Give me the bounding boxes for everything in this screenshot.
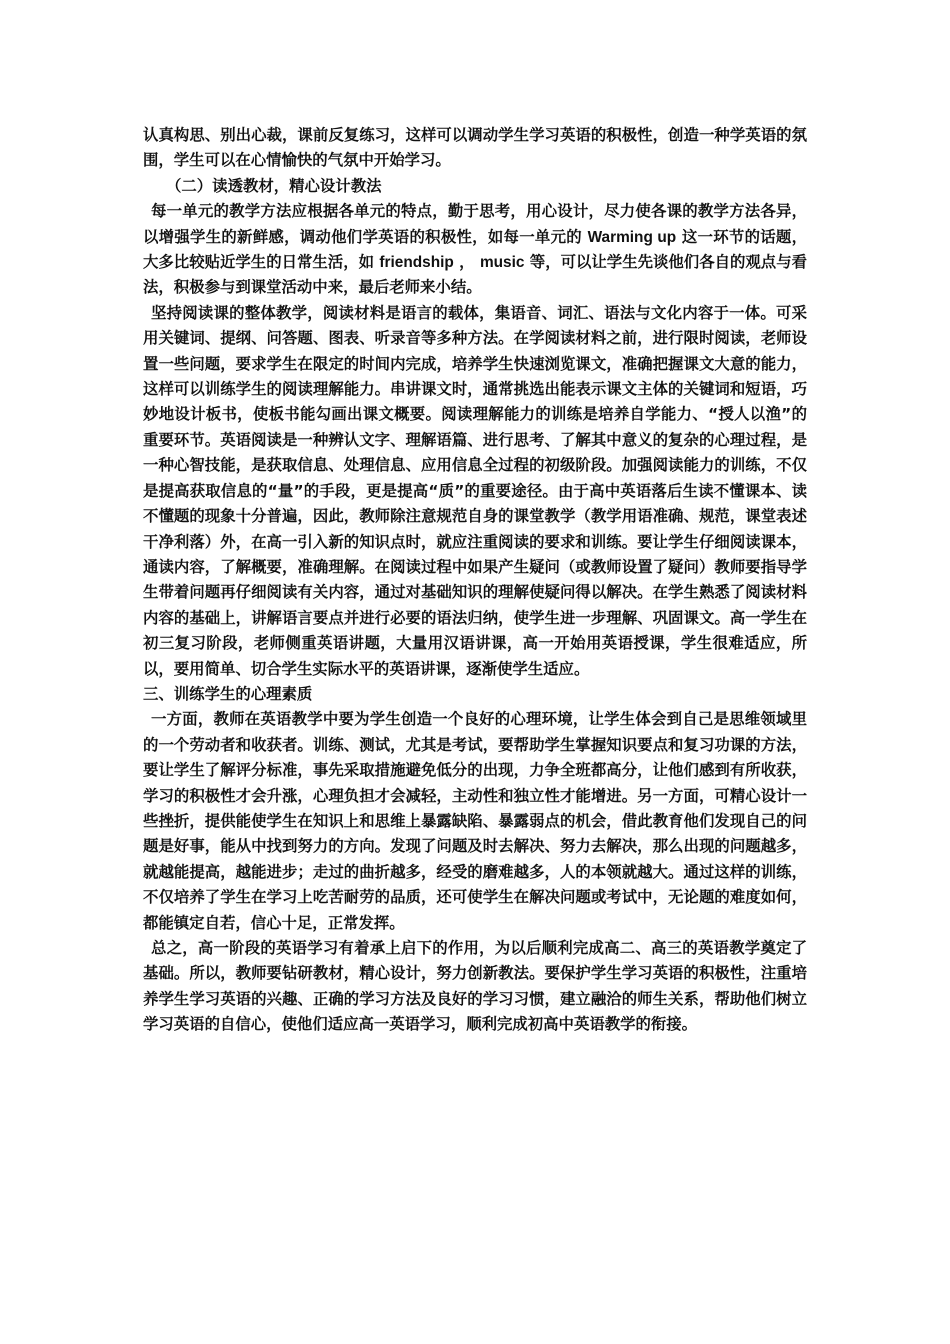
document-body (143, 123, 807, 1038)
paragraph-teaching-method (143, 199, 807, 301)
paragraph-teaching-method-sep: ， (459, 253, 475, 272)
paragraph-reading: 坚持阅读课的整体教学，阅读材料是语言的载体，集语音、词汇、语法与文化内容于一体。可采用关键词、提纲、问答题、图表、听录音等多种方法。在学阅读材料之前，进行限时阅读，老师设置一些问题，要求学生在限定的时间内完成，培养学生快速浏览课文，准确把握课文大意的能力，这样可以训练学生的阅读理解能力。串讲课文时，通常挑选出能表示课文主体的关键词和短语，巧妙地设计板书，使板书能勾画出课文概要。阅读理解能力的训练是培养自学能力、“授人以渔”的重要环节。英语阅读是一种辨认文字、理解语篇、进行思考、了解其中意义的复杂的心理过程，是一种心智技能，是获取信息、处理信息、应用信息全过程的初级阶段。加强阅读能力的训练，不仅是提高获取信息的“量”的手段，更是提高“质”的重要途径。由于高中英语落后生读不懂课本、读不懂题的现象十分普遍，因此，教师除注意规范自身的课堂教学（教学用语准确、规范，课堂表述干净利落）外，在高一引入新的知识点时，就应注重阅读的要求和训练。要让学生仔细阅读课本，通读内容，了解概要，准确理解。在阅读过程中如果产生疑问（或教师设置了疑问）教师要指导学生带着问题再仔细阅读有关内容，通过对基础知识的理解使疑问得以解决。在学生熟悉了阅读材料内容的基础上，讲解语言要点并进行必要的语法归纳，使学生进一步理解、巩固课文。高一学生在初三复习阶段，老师侧重英语讲题，大量用汉语讲课，高一开始用英语授课，学生很难适应，所以，要用简单、切合学生实际水平的英语讲课，逐渐使学生适应。 (143, 303, 807, 678)
paragraph-intro: 认真构思、别出心裁，课前反复练习，这样可以调动学生学习英语的积极性，创造一种学英语的氛围，学生可以在心情愉快的气氛中开始学习。 (143, 126, 807, 170)
paragraph-teaching-method-part-c: 等，可以让学生先谈他们各自的观点与看法，积极参与到课堂活动中来，最后老师来小结。 (143, 253, 807, 297)
section-heading-2: （二）读透教材，精心设计教法 (166, 176, 382, 195)
paragraph-teaching-method-part-b: 这一环节的话题，大多比较贴近学生的日常生活，如 (143, 227, 807, 272)
term-friendship: friendship (379, 254, 454, 272)
paragraph-psychology: 一方面，教师在英语教学中要为学生创造一个良好的心理环境，让学生体会到自己是思维领域里的一个劳动者和收获者。训练、测试，尤其是考试，要帮助学生掌握知识要点和复习功课的方法，要让学生了解评分标准，事先采取措施避免低分的出现，力争全班都高分，让他们感到有所收获，学习的积极性才会升涨，心理负担才会减轻，主动性和独立性才能增进。另一方面，可精心设计一些挫折，提供能使学生在知识上和思维上暴露缺陷、暴露弱点的机会，借此教育他们发现自己的问题是好事，能从中找到努力的方向。发现了问题及时去解决、努力去解决，那么出现的问题越多，就越能提高，越能进步；走过的曲折越多，经受的磨难越多，人的本领就越大。通过这样的训练，不仅培养了学生在学习上吃苦耐劳的品质，还可使学生在解决问题或考试中，无论题的难度如何，都能镇定自若，信心十足，正常发挥。 (143, 710, 807, 932)
paragraph-summary: 总之，高一阶段的英语学习有着承上启下的作用，为以后顺利完成高二、高三的英语教学奠定了基础。所以，教师要钻研教材，精心设计，努力创新教法。要保护学生学习英语的积极性，注重培养学生学习英语的兴趣、正确的学习方法及良好的学习习惯，建立融洽的师生关系，帮助他们树立学习英语的自信心，使他们适应高一英语学习，顺利完成初高中英语教学的衔接。 (143, 939, 807, 1034)
paragraph-teaching-method-part-a: 每一单元的教学方法应根据各单元的特点，勤于思考，用心设计，尽力使各课的教学方法各异，以增强学生的新鲜感，调动他们学英语的积极性，如每一单元的 (143, 202, 807, 246)
term-warming-up: Warming up (587, 228, 677, 246)
term-music: music (479, 254, 525, 272)
section-heading-3: 三、训练学生的心理素质 (143, 684, 313, 703)
